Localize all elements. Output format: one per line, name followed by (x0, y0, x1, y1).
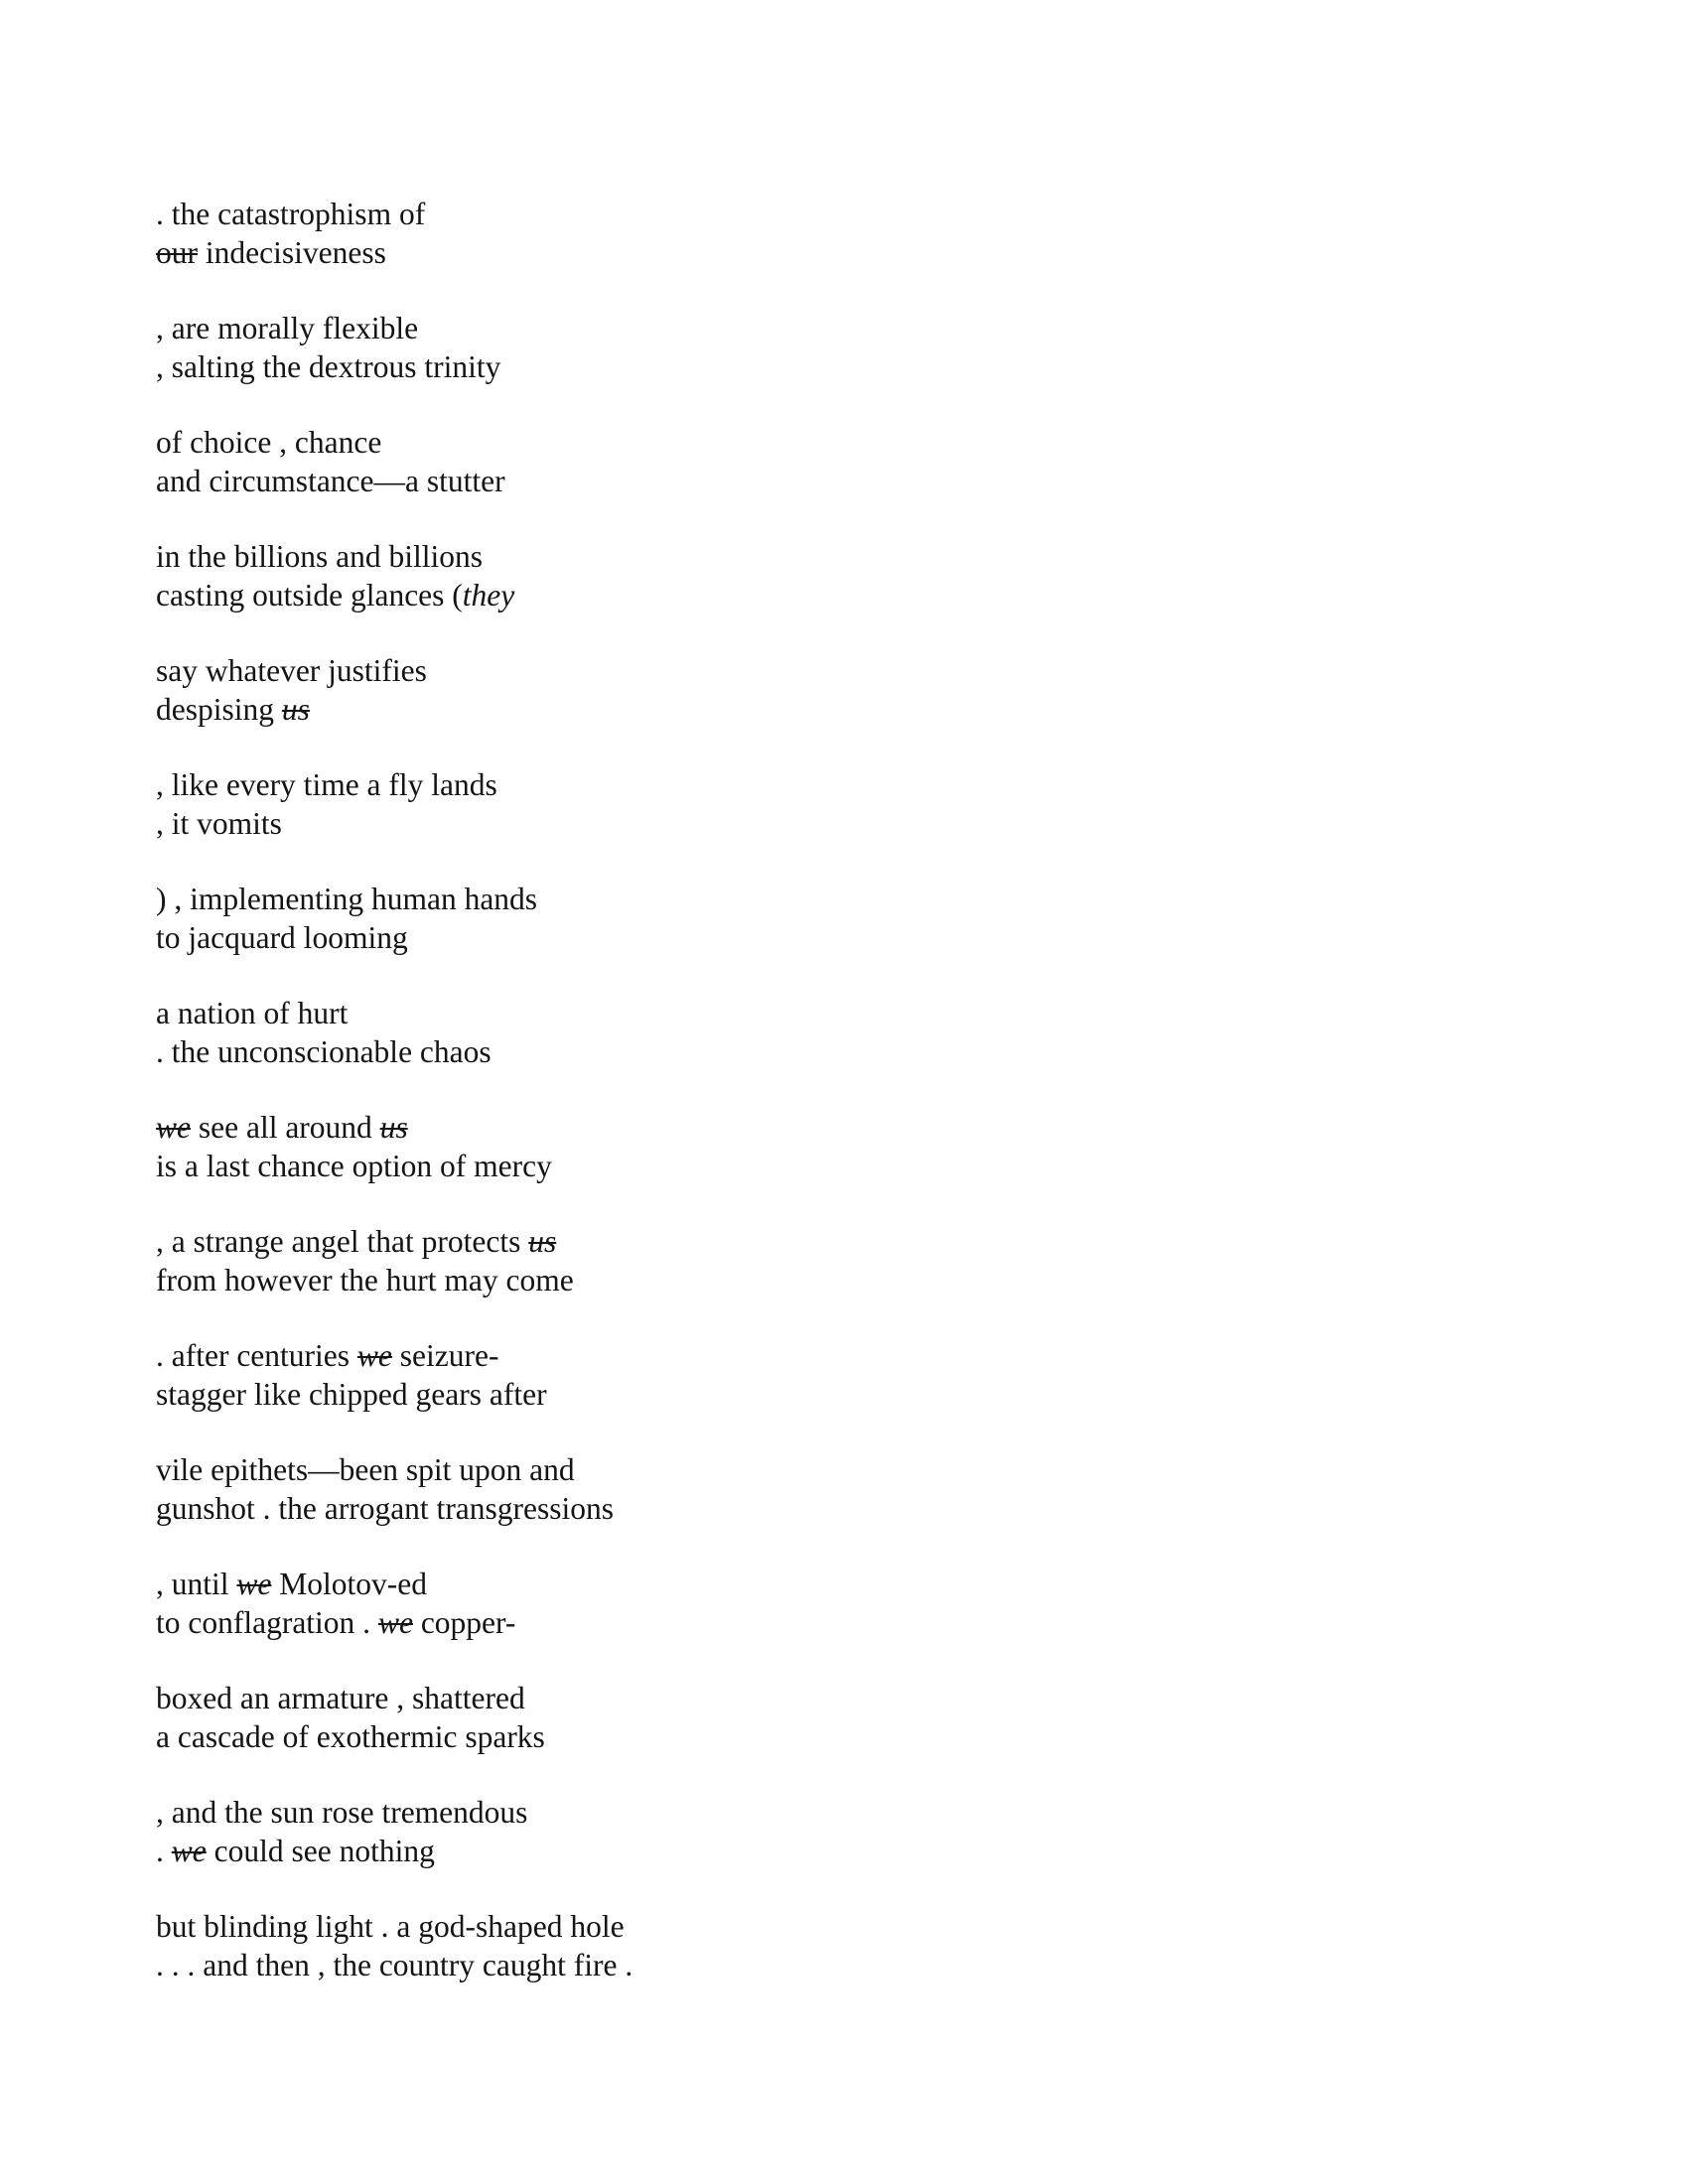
line-text: Molotov-ed (271, 1567, 427, 1601)
poem-line (156, 918, 1546, 957)
line-text: . the catastrophism of (156, 197, 426, 231)
poem-body (156, 195, 1546, 2021)
line-text: to jacquard looming (156, 920, 408, 955)
stanza (156, 1450, 1546, 1528)
stanza (156, 537, 1546, 614)
poem-line (156, 1375, 1546, 1414)
line-text: , until (156, 1567, 237, 1601)
line-text: , it vomits (156, 806, 282, 841)
poem-line (156, 195, 1546, 233)
line-text: gunshot . the arrogant transgressions (156, 1491, 615, 1526)
line-text: . after centuries (156, 1338, 357, 1373)
stanza (156, 309, 1546, 386)
line-text: from however the hurt may come (156, 1263, 574, 1297)
poem-line (156, 651, 1546, 690)
stanza (156, 1108, 1546, 1185)
poem-line (156, 1907, 1546, 1946)
poem-line (156, 1679, 1546, 1717)
poem-line (156, 1832, 1546, 1870)
poem-line (156, 1032, 1546, 1071)
poem-line (156, 1793, 1546, 1832)
stanza (156, 1793, 1546, 1870)
line-text: vile epithets—been spit upon and (156, 1452, 575, 1487)
stanza (156, 765, 1546, 843)
struck-word: our (156, 235, 198, 270)
poem-line (156, 1603, 1546, 1642)
line-text: say whatever justifies (156, 653, 427, 688)
poem-line (156, 1717, 1546, 1756)
line-text: seizure- (391, 1338, 499, 1373)
line-text: indecisiveness (198, 235, 386, 270)
poem-line (156, 1565, 1546, 1603)
stanza (156, 651, 1546, 729)
stanza (156, 1222, 1546, 1299)
line-text: . (156, 1834, 172, 1868)
poem-line (156, 765, 1546, 804)
poem-line (156, 347, 1546, 386)
line-text: , and the sun rose tremendous (156, 1795, 528, 1830)
line-text: , like every time a fly lands (156, 767, 497, 802)
poem-line (156, 1336, 1546, 1375)
line-text: copper- (412, 1605, 516, 1640)
poem-line (156, 880, 1546, 918)
line-text: . the unconscionable chaos (156, 1034, 492, 1069)
line-text: ) , implementing human hands (156, 882, 538, 916)
line-text: casting outside glances ( (156, 578, 463, 613)
line-text: in the billions and billions (156, 539, 483, 574)
line-text: , a strange angel that protects (156, 1224, 529, 1259)
line-text: and circumstance—a stutter (156, 464, 505, 498)
stanza (156, 1565, 1546, 1642)
poem-line (156, 537, 1546, 576)
poem-line (156, 1261, 1546, 1299)
line-text: a cascade of exothermic sparks (156, 1719, 545, 1754)
stanza (156, 1679, 1546, 1756)
line-text: is a last chance option of mercy (156, 1149, 552, 1183)
poem-line (156, 1450, 1546, 1489)
struck-word: us (379, 1110, 408, 1145)
stanza (156, 423, 1546, 500)
line-text: despising (156, 692, 282, 727)
struck-word: we (377, 1605, 413, 1640)
line-text: , are morally flexible (156, 311, 419, 345)
poem-line (156, 1946, 1546, 1984)
poem-line (156, 1147, 1546, 1185)
line-text: could see nothing (206, 1834, 435, 1868)
poem-line (156, 576, 1546, 614)
stanza (156, 1336, 1546, 1414)
struck-word: we (356, 1338, 392, 1373)
poem-line (156, 994, 1546, 1032)
stanza (156, 994, 1546, 1071)
line-text: a nation of hurt (156, 996, 349, 1030)
poem-line (156, 804, 1546, 843)
italic-word: they (462, 578, 515, 613)
line-text: , salting the dextrous trinity (156, 349, 501, 384)
poem-line (156, 1222, 1546, 1261)
struck-word: us (281, 692, 310, 727)
line-text: to conflagration . (156, 1605, 378, 1640)
stanza (156, 880, 1546, 957)
struck-word: we (156, 1110, 191, 1145)
poem-line (156, 1108, 1546, 1147)
poem-line (156, 690, 1546, 729)
poem-line (156, 423, 1546, 462)
poem-line (156, 309, 1546, 347)
stanza (156, 1907, 1546, 1984)
struck-word: us (528, 1224, 557, 1259)
poem-line (156, 462, 1546, 500)
poem-line (156, 1489, 1546, 1528)
line-text: stagger like chipped gears after (156, 1377, 547, 1412)
line-text: see all around (191, 1110, 380, 1145)
poem-line (156, 233, 1546, 272)
line-text: . . . and then , the country caught fire . (156, 1948, 633, 1982)
line-text: of choice , chance (156, 425, 382, 460)
line-text: boxed an armature , shattered (156, 1681, 525, 1715)
struck-word: we (236, 1567, 272, 1601)
line-text: but blinding light . a god-shaped hole (156, 1909, 625, 1944)
stanza (156, 195, 1546, 272)
struck-word: we (171, 1834, 207, 1868)
